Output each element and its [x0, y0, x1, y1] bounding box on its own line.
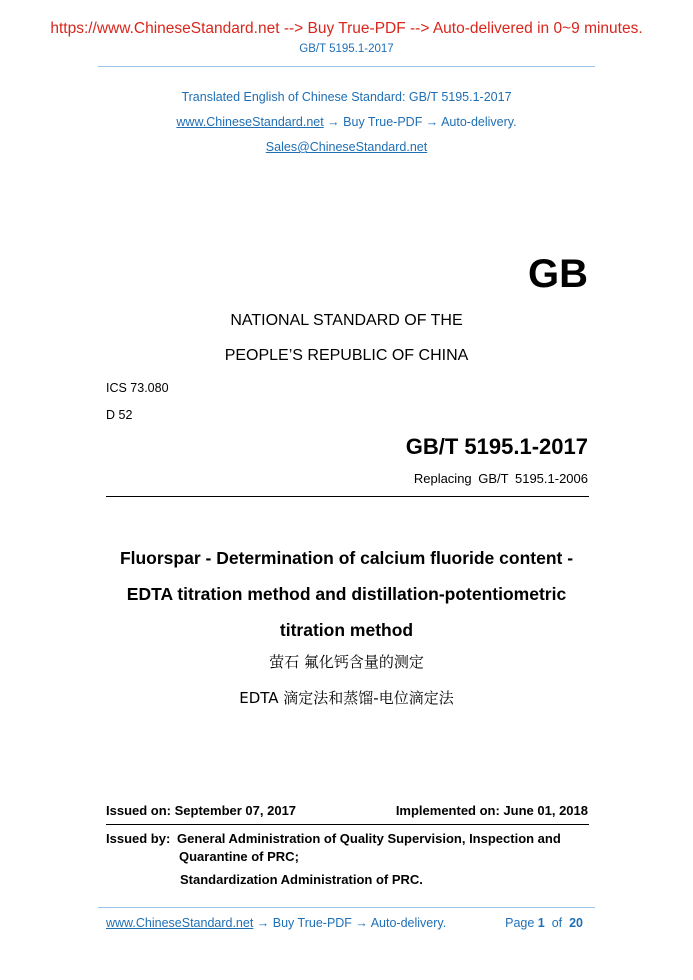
issuer-1-continued: Quarantine of PRC;	[179, 849, 299, 864]
issuer-1: General Administration of Quality Supervision, Inspection and	[177, 831, 561, 846]
footer-site-link[interactable]: www.ChineseStandard.net	[106, 916, 254, 930]
national-standard-line1: NATIONAL STANDARD OF THE	[230, 312, 463, 329]
buy-line	[0, 115, 693, 129]
document-title	[0, 540, 693, 648]
page-number	[505, 916, 583, 930]
email-link[interactable]: Sales@ChineseStandard.net	[265, 140, 428, 154]
title-line-3: titration method	[279, 620, 414, 640]
page-label: Page	[505, 916, 535, 930]
replacing-note: Replacing GB/T 5195.1-2006	[413, 471, 588, 486]
standard-number: GB/T 5195.1-2017	[405, 434, 588, 459]
site-link[interactable]: www.ChineseStandard.net	[176, 115, 324, 129]
page-of: of	[551, 916, 563, 930]
ics-code: ICS 73.080	[106, 381, 169, 395]
title-divider	[106, 496, 589, 497]
title-line-2: EDTA titration method and distillation-potentiometric	[126, 584, 567, 604]
ccs-code: D 52	[106, 408, 133, 422]
issued-on-date: Issued on: September 07, 2017	[106, 803, 297, 818]
footer-divider	[98, 907, 595, 908]
issuer-2: Standardization Administration of PRC.	[180, 872, 423, 887]
chinese-title-1: 萤石 氟化钙含量的测定	[269, 653, 424, 671]
footer-buy-line	[106, 916, 446, 930]
chinese-title-2: EDTA 滴定法和蒸馏-电位滴定法	[239, 689, 454, 707]
national-standard-line2: PEOPLE’S REPUBLIC OF CHINA	[224, 347, 469, 364]
buy-line-text: → Buy True-PDF → Auto-delivery.	[323, 115, 517, 129]
dates-divider	[106, 824, 589, 825]
issued-by-label: Issued by:	[106, 831, 171, 846]
header-divider	[98, 66, 595, 67]
footer-buy-text: → Buy True-PDF → Auto-delivery.	[253, 916, 447, 930]
title-line-1: Fluorspar - Determination of calcium fluoride content -	[119, 548, 574, 568]
email-line	[0, 140, 693, 154]
implemented-on-date: Implemented on: June 01, 2018	[395, 803, 588, 818]
page-total: 20	[569, 916, 583, 930]
top-banner: https://www.ChineseStandard.net --> Buy True-PDF --> Auto-delivered in 0~9 minutes.	[50, 20, 643, 37]
header-code: GB/T 5195.1-2017	[299, 43, 394, 55]
page-current: 1	[537, 916, 545, 930]
translation-line: Translated English of Chinese Standard: GB/T 5195.1-2017	[181, 90, 512, 104]
gb-logo: GB	[528, 252, 588, 296]
